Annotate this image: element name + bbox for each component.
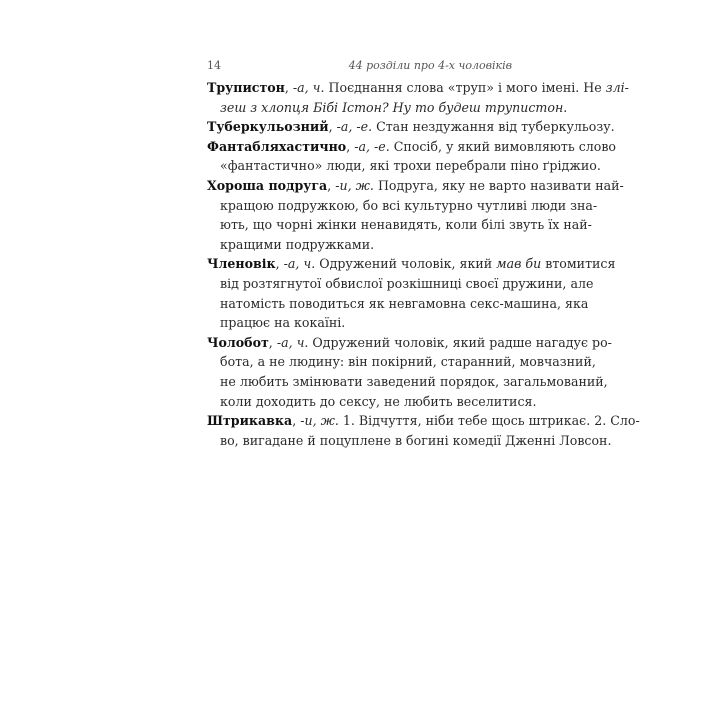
entry-text: 1. Відчуття, ніби тебе щось штрикає. 2. Сло- xyxy=(338,413,640,429)
glossary-body xyxy=(207,78,640,450)
entry-text: Поєднання слова «труп» і мого імені. Не xyxy=(324,80,606,95)
entry-line xyxy=(207,274,594,294)
italic-text: -а, ч. xyxy=(276,334,309,350)
entry-text: , xyxy=(328,119,337,135)
entry-line xyxy=(207,294,589,314)
entry-text: працює на кокаїні. xyxy=(220,315,346,331)
entry-term: Фантабляхастично xyxy=(207,138,347,154)
entry-text: не любить змінювати заведений порядок, загальмований, xyxy=(220,373,608,389)
glossary-entry xyxy=(207,411,640,450)
entry-line xyxy=(207,117,615,137)
italic-text: -а, -е. xyxy=(336,119,373,135)
entry-line xyxy=(207,156,601,176)
entry-text: , xyxy=(275,256,284,272)
entry-text: , xyxy=(327,177,336,193)
italic-text: -и, ж. xyxy=(335,177,374,193)
entry-text: коли доходить до сексу, не любить веселитися. xyxy=(220,393,537,409)
entry-text: Одружений чоловік, який xyxy=(315,256,497,272)
entry-line xyxy=(207,254,616,274)
entry-text: , xyxy=(268,334,277,350)
entry-text: , xyxy=(346,138,355,154)
entry-text: «фантастично» люди, які трохи перебрали піно ґріджио. xyxy=(220,158,601,174)
entry-line xyxy=(207,196,598,216)
entry-line xyxy=(207,235,512,255)
entry-line xyxy=(207,78,629,98)
entry-term: Штрикавка xyxy=(207,413,293,429)
italic-text: -а, -е. xyxy=(354,138,390,154)
entry-line xyxy=(207,352,596,372)
entry-line xyxy=(207,137,617,157)
entry-line xyxy=(207,313,512,333)
entry-text: во, вигадане й поцуплене в богині комедії Дженні Ловсон. xyxy=(220,432,612,448)
glossary-entry xyxy=(207,176,624,254)
entry-text: Спосіб, у який вимовляють слово xyxy=(389,138,617,154)
italic-text: мав би xyxy=(496,256,542,272)
italic-text: -и, ж. xyxy=(300,413,339,429)
entry-text: натомість поводиться як невгамовна секс-машина, яка xyxy=(220,295,589,311)
entry-line xyxy=(207,98,568,118)
entry-text: Одружений чоловік, який радше нагадує ро- xyxy=(308,334,612,350)
italic-text: злі- xyxy=(605,80,629,95)
entry-line xyxy=(207,333,612,353)
entry-term: Туберкульозний xyxy=(207,119,329,135)
entry-term: Хороша подруга xyxy=(207,177,328,193)
entry-text: ють, що чорні жінки ненавидять, коли білі звуть їх най- xyxy=(220,217,592,233)
glossary-entry xyxy=(207,117,615,137)
entry-text: Подруга, яку не варто називати най- xyxy=(373,177,624,193)
entry-text: , xyxy=(292,413,301,429)
entry-line xyxy=(207,411,640,431)
entry-term: Чолобот xyxy=(207,334,269,350)
italic-text: зеш з хлопця Бібі Істон? Ну то будеш трупистон. xyxy=(220,99,568,115)
entry-text: бота, а не людину: він покірний, старанний, мовчазний, xyxy=(220,354,596,370)
italic-text: -а, ч. xyxy=(283,256,316,272)
entry-line xyxy=(207,176,624,196)
entry-text: , xyxy=(284,80,293,95)
page-number: 14 xyxy=(207,59,221,72)
entry-text: від розтягнутої обвислої розкішниці своєї дружини, але xyxy=(220,275,594,291)
entry-line xyxy=(207,215,592,235)
entry-line xyxy=(207,372,608,392)
entry-term: Членовік xyxy=(207,256,276,272)
glossary-entry xyxy=(207,137,617,176)
entry-line xyxy=(207,431,612,451)
glossary-entry xyxy=(207,254,616,332)
entry-line xyxy=(207,392,537,412)
glossary-entry xyxy=(207,78,629,117)
italic-text: -а, ч. xyxy=(292,80,325,95)
running-title: 44 розділи про 4-х чоловіків xyxy=(348,59,512,72)
glossary-entry xyxy=(207,333,612,411)
entry-text: Стан нездужання від туберкульозу. xyxy=(372,119,615,135)
entry-text: кращими подружками. xyxy=(220,236,375,252)
entry-text: втомитися xyxy=(541,256,616,272)
entry-text: кращою подружкою, бо всі культурно чутливі люди зна- xyxy=(220,197,598,213)
entry-term: Трупистон xyxy=(207,80,285,95)
